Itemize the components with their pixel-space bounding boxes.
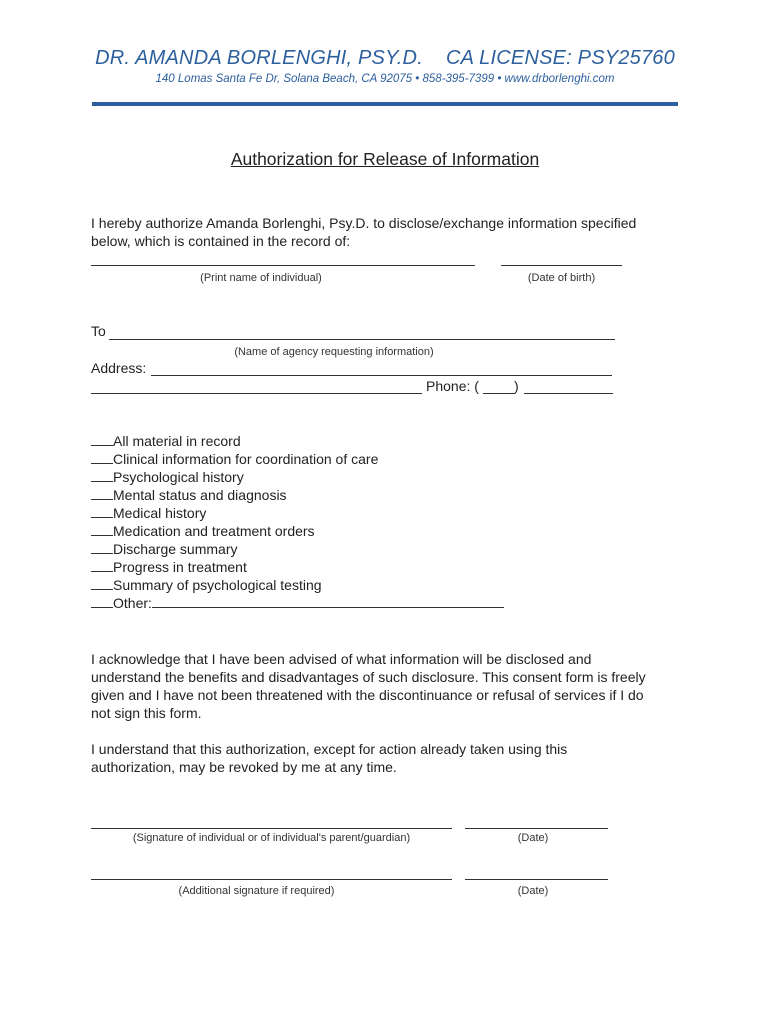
check-blank[interactable]	[91, 524, 113, 536]
signature-date-caption: (Date)	[517, 832, 549, 844]
checklist-item[interactable]	[91, 522, 504, 540]
checklist-item-label: Clinical information for coordination of care	[113, 451, 379, 467]
checklist-item[interactable]	[91, 594, 504, 612]
other-specify-field[interactable]	[152, 596, 504, 608]
checklist-item[interactable]	[91, 450, 504, 468]
practitioner-header: DR. AMANDA BORLENGHI, PSY.D. CA LICENSE: PSY25760	[95, 47, 675, 69]
signature-field[interactable]	[91, 828, 452, 829]
checklist-item-label: All material in record	[113, 433, 241, 449]
to-label: To	[91, 323, 106, 339]
form-title: Authorization for Release of Information	[230, 149, 540, 169]
additional-date-field[interactable]	[465, 879, 608, 880]
checklist-item-label: Other:	[113, 595, 152, 611]
date-of-birth-field[interactable]	[501, 265, 622, 266]
check-blank[interactable]	[91, 578, 113, 590]
phone-label: Phone: (	[426, 378, 479, 394]
checklist-item-label: Mental status and diagnosis	[113, 487, 287, 503]
agency-name-field[interactable]	[109, 339, 615, 340]
additional-signature-field[interactable]	[91, 879, 452, 880]
additional-signature-caption: (Additional signature if required)	[178, 885, 335, 897]
address-label: Address:	[91, 360, 147, 376]
checklist-item[interactable]	[91, 432, 504, 450]
check-blank[interactable]	[91, 488, 113, 500]
check-blank[interactable]	[91, 542, 113, 554]
checklist-item[interactable]	[91, 576, 504, 594]
checklist-item[interactable]	[91, 504, 504, 522]
check-blank[interactable]	[91, 506, 113, 518]
acknowledgement-paragraph: I acknowledge that I have been advised of what information will be disclosed and understand the benefits and disadvantages of such disclosure. This consent form is freely given and I have not been threatened with the discontinuance or refusal of services if I do not sign this form.	[91, 651, 646, 721]
dob-caption: (Date of birth)	[527, 272, 596, 284]
check-blank[interactable]	[91, 560, 113, 572]
additional-date-caption: (Date)	[517, 885, 549, 897]
check-blank[interactable]	[91, 470, 113, 482]
phone-number-field[interactable]	[524, 393, 613, 394]
agency-caption: (Name of agency requesting information)	[234, 346, 434, 358]
checklist-item[interactable]	[91, 468, 504, 486]
phone-close-paren: )	[514, 378, 519, 394]
checklist-item-label: Medical history	[113, 505, 207, 521]
checklist-item[interactable]	[91, 486, 504, 504]
signature-caption: (Signature of individual or of individual's parent/guardian)	[132, 832, 411, 844]
check-blank[interactable]	[91, 452, 113, 464]
checklist-item-label: Medication and treatment orders	[113, 523, 315, 539]
checklist-item-label: Discharge summary	[113, 541, 238, 557]
checklist-item[interactable]	[91, 540, 504, 558]
address-field-line-1[interactable]	[151, 375, 612, 376]
header-divider	[92, 102, 678, 106]
practice-contact-line: 140 Lomas Santa Fe Dr, Solana Beach, CA 92075 • 858-395-7399 • www.drborlenghi.com	[155, 73, 615, 85]
address-field-line-2[interactable]	[91, 393, 422, 394]
check-blank[interactable]	[91, 434, 113, 446]
individual-name-field[interactable]	[91, 265, 475, 266]
print-name-caption: (Print name of individual)	[200, 272, 322, 284]
checklist-item-label: Summary of psychological testing	[113, 577, 322, 593]
check-blank[interactable]	[91, 596, 113, 608]
revocation-paragraph: I understand that this authorization, except for action already taken using this authorization, may be revoked by me at any time.	[91, 741, 568, 775]
intro-paragraph: I hereby authorize Amanda Borlenghi, Psy.D. to disclose/exchange information specified below, which is contained in the record of:	[91, 215, 637, 249]
checklist-item[interactable]	[91, 558, 504, 576]
checklist-item-label: Psychological history	[113, 469, 244, 485]
phone-area-code-field[interactable]	[483, 393, 515, 394]
checklist-item-label: Progress in treatment	[113, 559, 247, 575]
information-checklist	[91, 432, 504, 612]
signature-date-field[interactable]	[465, 828, 608, 829]
